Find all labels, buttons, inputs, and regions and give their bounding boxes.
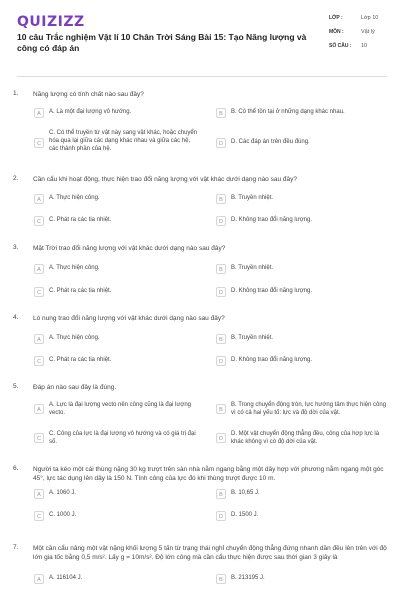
option-letter: A [34,264,44,274]
option-text: A. Thực hiện công. [49,195,100,201]
question-number: 7. [13,544,19,551]
option-a[interactable] [34,489,204,499]
option-text: A. Là một đại lượng vô hướng. [49,109,132,115]
meta-label: LỚP : [329,15,343,21]
option-text: C. Có thể truyền từ vật này sang vật khác, hoặc chuyển hóa qua lại giữa các dạng khác nhau và giữa các hệ, các thành phần của hệ. [49,130,198,152]
option-d[interactable] [216,287,391,297]
option-c[interactable] [34,216,204,226]
option-letter: A [34,108,44,118]
header-divider [17,76,387,77]
question-number: 1. [13,90,19,97]
option-text: C. Phát ra các tia nhiệt. [49,288,112,294]
option-text: D. Không trao đổi năng lượng. [231,217,313,223]
question-text: Người ta kéo một cái thùng nặng 30 kg trượt trên sàn nhà nằm ngang bằng một dây hợp với phương nằm ngang một góc 45°, lực tác dụng lên dây là 150 N. Tính công của lực đó khi thùng trượt được 10 m. [33,466,384,482]
option-letter: D [216,511,226,521]
question-text: Mặt Trời trao đổi năng lượng với vật khác dưới dạng nào sau đây? [33,245,226,252]
option-letter: C [34,433,44,443]
meta-value: 10 [361,43,368,49]
option-letter: D [216,433,226,443]
option-a[interactable] [34,401,204,417]
option-letter: B [216,194,226,204]
option-b[interactable] [216,264,391,274]
option-text: A. 116104 J. [49,575,83,581]
option-text: B. 213195 J. [231,575,265,581]
option-text: D. 1500 J. [231,512,259,518]
option-c[interactable] [34,356,204,366]
question-text: Lò nung trao đổi năng lượng với vật khác dưới dạng nào sau đây? [33,315,225,322]
option-text: B. Trong chuyển động tròn, lực hướng tâm thực hiện công vì có cả hai yếu tố: lực và độ dời của vật. [231,402,387,416]
question-number: 5. [13,383,19,390]
option-text: D. Một vật chuyển động thẳng đều, công của hợp lực là khác không vì có độ dời của vật. [231,431,380,445]
option-a[interactable] [34,194,204,204]
option-d[interactable] [216,138,391,148]
option-letter: A [34,404,44,414]
option-text: B. Truyền nhiệt. [231,335,274,341]
option-c[interactable] [34,511,204,521]
option-c[interactable] [34,287,204,297]
option-text: A. 1060 J. [49,490,77,496]
option-c[interactable] [34,430,204,446]
option-text: A. Thực hiện công. [49,335,100,341]
option-letter: B [216,264,226,274]
option-d[interactable] [216,511,391,521]
option-letter: C [34,511,44,521]
option-letter: C [34,287,44,297]
question-number: 3. [13,244,19,251]
option-b[interactable] [216,194,391,204]
option-a[interactable] [34,574,204,584]
option-d[interactable] [216,356,391,366]
quizizz-logo: QUIZIZZ [17,14,85,30]
option-text: C. Phát ra các tia nhiệt. [49,217,112,223]
question-number: 4. [13,314,19,321]
option-d[interactable] [216,216,391,226]
option-text: B. Truyền nhiệt. [231,265,274,271]
meta-row-subject [329,28,387,36]
meta-value: Lớp 10 [361,15,379,21]
option-text: C. Công của lực là đại lượng vô hướng và có giá trị đại số. [49,431,196,445]
option-b[interactable] [216,108,391,118]
option-text: D. Không trao đổi năng lượng. [231,357,313,363]
option-b[interactable] [216,489,391,499]
option-text: D. Không trao đổi năng lượng. [231,288,313,294]
option-letter: B [216,489,226,499]
option-letter: D [216,216,226,226]
option-text: C. Phát ra các tia nhiệt. [49,357,112,363]
option-text: A. Lực là đại lượng vecto nên công cũng là đại lượng vecto. [49,402,192,416]
option-text: A. Thực hiện công. [49,265,100,271]
option-letter: A [34,574,44,584]
option-letter: B [216,574,226,584]
option-letter: A [34,489,44,499]
question-text: Một cần cẩu nâng một vật nặng khối lượng 5 tấn từ trạng thái nghỉ chuyển động thẳng đứng nhanh dần đều lên trên với độ lớn gia tốc bằng 0,5 m/s². Lấy g = 10m/s². Độ lớn công mà cần cẩu thực hiện được sau thời gian 3 giây là [33,545,387,561]
worksheet-meta [329,14,387,56]
option-d[interactable] [216,430,391,446]
option-text: D. Các đáp án trên đều đúng. [231,139,310,145]
option-b[interactable] [216,334,391,344]
question-text: Đáp án nào sau đây là đúng. [33,384,117,391]
meta-row-grade [329,14,387,22]
option-text: C. 1000 J. [49,512,77,518]
option-letter: B [216,108,226,118]
option-letter: C [34,356,44,366]
option-b[interactable] [216,401,391,417]
option-letter: B [216,334,226,344]
meta-value: Vật lý [361,29,375,35]
option-b[interactable] [216,574,391,584]
option-letter: D [216,287,226,297]
option-text: B. Có thể tồn tại ở những dạng khác nhau. [231,109,345,115]
question-text: Cần cẩu khi hoạt động, thực hiện trao đổi năng lượng với vật khác dưới dạng nào sau đây? [33,176,297,183]
meta-label: MÔN : [329,29,344,35]
question-number: 2. [13,175,19,182]
option-letter: D [216,356,226,366]
option-letter: C [34,138,44,148]
meta-row-count [329,42,387,50]
option-a[interactable] [34,108,204,118]
option-text: B. Truyền nhiệt. [231,195,274,201]
option-a[interactable] [34,334,204,344]
option-text: B. 10,65 J. [231,490,260,496]
option-letter: C [34,216,44,226]
worksheet-title: 10 câu Trắc nghiệm Vật lí 10 Chân Trời Sáng Bài 15: Tạo Năng lượng và công có đáp án [17,32,307,53]
option-letter: B [216,404,226,414]
meta-label: SỐ CÂU : [329,43,352,49]
option-letter: D [216,138,226,148]
question-text: Năng lượng có tính chất nào sau đây? [33,91,144,98]
option-letter: A [34,194,44,204]
option-letter: A [34,334,44,344]
option-a[interactable] [34,264,204,274]
question-number: 6. [13,465,19,472]
option-c[interactable] [34,129,204,153]
